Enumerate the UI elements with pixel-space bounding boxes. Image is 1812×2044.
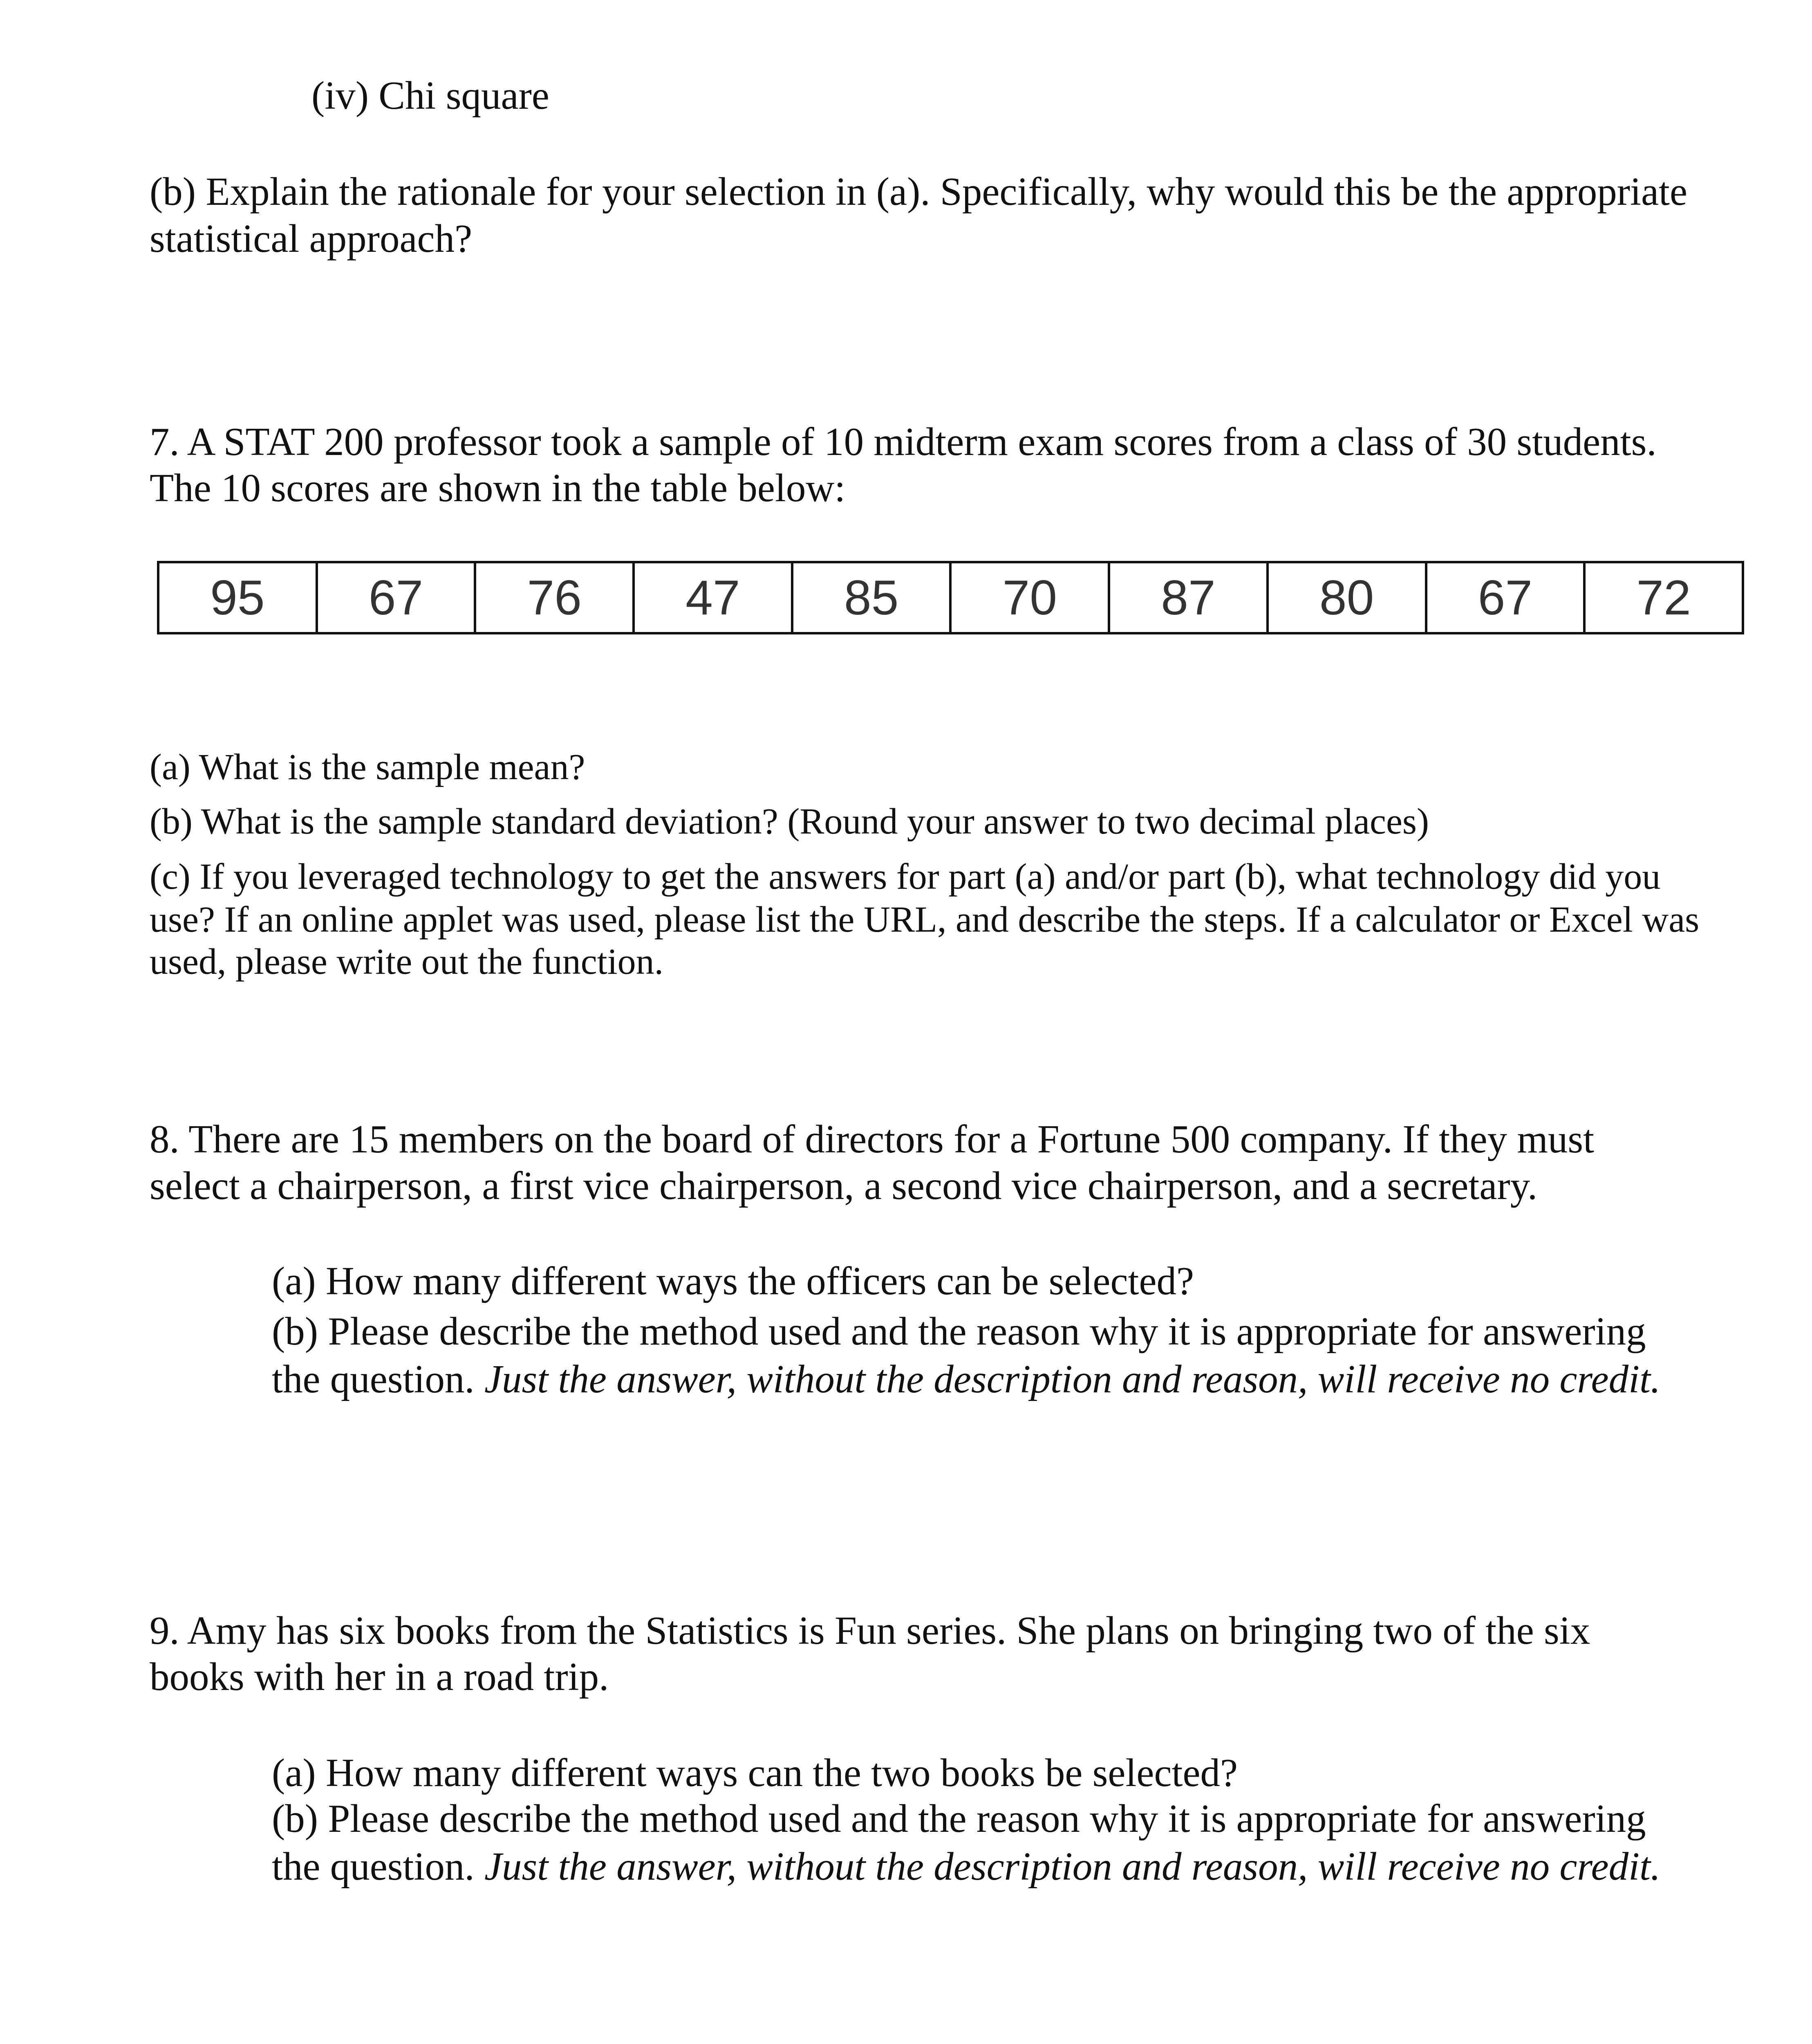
q9-part-b-line1: (b) Please describe the method used and the reason why it is appropriate for answering: [272, 1797, 1646, 1840]
q6-option-iv: (iv) Chi square: [311, 74, 549, 117]
q7-part-c-line1: (c) If you leveraged technology to get the answers for part (a) and/or part (b), what technology did you: [150, 856, 1661, 897]
q8-part-b-line1: (b) Please describe the method used and the reason why it is appropriate for answering: [272, 1309, 1646, 1353]
score-cell-9: 67: [1426, 562, 1585, 633]
score-cell-7: 87: [1109, 562, 1268, 633]
q9-part-a: (a) How many different ways can the two books be selected?: [272, 1751, 1238, 1795]
q8-no-credit-note: Just the answer, without the description and reason, will receive no credit.: [484, 1357, 1661, 1401]
q6-part-b-line1: (b) Explain the rationale for your selection in (a). Specifically, why would this be the appropriate: [150, 170, 1688, 213]
q8-part-b-line2-plain: the question.: [272, 1357, 484, 1401]
q7-part-b: (b) What is the sample standard deviation? (Round your answer to two decimal places): [150, 801, 1429, 842]
q8-stem-line2: select a chairperson, a first vice chairperson, a second vice chairperson, and a secretary.: [150, 1164, 1538, 1208]
score-cell-1: 95: [158, 562, 317, 633]
q7-stem-line1: 7. A STAT 200 professor took a sample of 10 midterm exam scores from a class of 30 students.: [150, 420, 1657, 464]
q9-stem-line2: books with her in a road trip.: [150, 1655, 609, 1699]
q9-no-credit-note: Just the answer, without the description and reason, will receive no credit.: [484, 1845, 1661, 1888]
q7-part-a: (a) What is the sample mean?: [150, 747, 585, 787]
score-cell-3: 76: [475, 562, 634, 633]
score-cell-8: 80: [1268, 562, 1426, 633]
score-cell-6: 70: [950, 562, 1109, 633]
score-cell-2: 67: [317, 562, 475, 633]
score-cell-10: 72: [1584, 562, 1743, 633]
q7-part-c-line2: use? If an online applet was used, please list the URL, and describe the steps. If a calculator or Excel was: [150, 899, 1700, 940]
q9-part-b-line2: [272, 1847, 1660, 1886]
q9-stem-line1: 9. Amy has six books from the Statistics is Fun series. She plans on bringing two of the six: [150, 1609, 1590, 1652]
q7-stem-line2: The 10 scores are shown in the table below:: [150, 466, 846, 510]
score-cell-5: 85: [792, 562, 951, 633]
table-row: [158, 562, 1743, 633]
score-cell-4: 47: [634, 562, 792, 633]
q8-part-b-line2: [272, 1359, 1660, 1399]
q6-part-b-line2: statistical approach?: [150, 217, 473, 260]
q9-part-b-line2-plain: the question.: [272, 1845, 484, 1888]
q8-part-a: (a) How many different ways the officers can be selected?: [272, 1259, 1194, 1303]
q7-part-c-line3: used, please write out the function.: [150, 941, 664, 982]
scores-table: [157, 561, 1744, 634]
q8-stem-line1: 8. There are 15 members on the board of directors for a Fortune 500 company. If they must: [150, 1117, 1595, 1161]
